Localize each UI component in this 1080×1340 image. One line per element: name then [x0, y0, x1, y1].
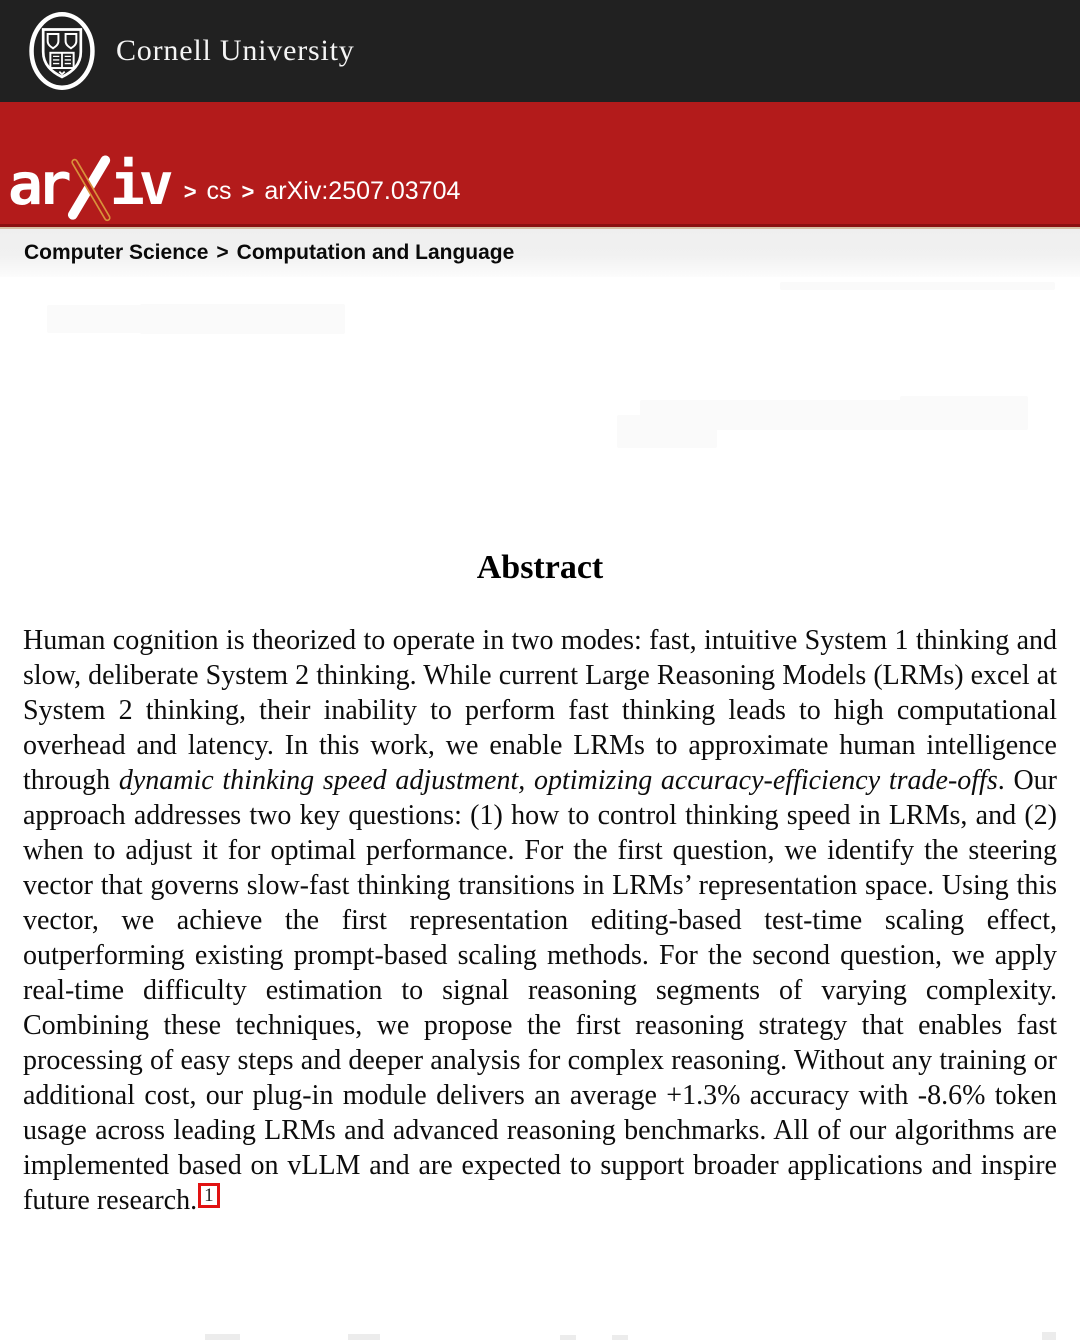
arxiv-logo[interactable]: [8, 142, 168, 218]
faded-content-placeholder: [140, 304, 345, 334]
arxiv-chi-icon: [67, 155, 113, 223]
subject-group: Computer Science: [24, 241, 209, 264]
abstract-paragraph: [23, 623, 1057, 1218]
breadcrumb-separator: >: [183, 179, 197, 204]
banner-breadcrumb: [184, 179, 461, 204]
arxiv-logo-suffix: iv: [109, 150, 168, 218]
faded-content-placeholder: [780, 282, 1055, 290]
subject-name: Computation and Language: [236, 241, 515, 264]
cornell-seal-icon[interactable]: [26, 8, 98, 94]
cropped-content-fragment: [1042, 1332, 1056, 1340]
cornell-header: [0, 0, 1080, 102]
arxiv-logo-prefix: ar: [8, 150, 66, 218]
subject-breadcrumb: [0, 229, 1080, 277]
footnote-link[interactable]: 1: [198, 1183, 220, 1208]
breadcrumb-separator: >: [241, 179, 255, 204]
breadcrumb-paper-id: arXiv:2507.03704: [264, 177, 461, 205]
cropped-content-fragment: [205, 1334, 240, 1340]
subject-separator: >: [216, 241, 229, 264]
cropped-content-fragment: [612, 1335, 628, 1340]
arxiv-banner: [0, 102, 1080, 224]
cornell-university-link[interactable]: Cornell University: [116, 34, 355, 67]
cropped-content-fragment: [348, 1334, 380, 1340]
abstract-text: Human cognition is theorized to operate in two modes: fast, intuitive System 1 thinking and slow, deliberate System 2 thinking. While current Large Reasoning Models (LRMs) excel at System 2 thinking, their inability to perform fast thinking leads to high computational overhead and latency. In this work, we enable LRMs to approximate human intelligence through dynamic thinking speed adjustment, optimizing accuracy-efficiency trade-offs. Our approach addresses two key questions: (1) how to control thinking speed in LRMs, and (2) when to adjust it for optimal performance. For the first question, we identify the steering vector that governs slow-fast thinking transitions in LRMs’ representation space. Using this vector, we achieve the first representation editing-based test-time scaling effect, outperforming existing prompt-based scaling methods. For the second question, we apply real-time difficulty estimation to signal reasoning segments of varying complexity. Combining these techniques, we propose the first reasoning strategy that enables fast processing of easy steps and deeper analysis for complex reasoning. Without any training or additional cost, our plug-in module delivers an average +1.3% accuracy with -8.6% token usage across leading LRMs and advanced reasoning benchmarks. All of our algorithms are implemented based on vLLM and are expected to support broader applications and inspire future research.: [23, 625, 1058, 1216]
breadcrumb-category-link[interactable]: cs: [206, 177, 232, 205]
abstract-page-content: [0, 277, 1080, 1218]
faded-content-placeholder: [900, 396, 1028, 430]
abstract-heading: Abstract: [476, 549, 604, 586]
cropped-content-fragment: [560, 1335, 576, 1340]
